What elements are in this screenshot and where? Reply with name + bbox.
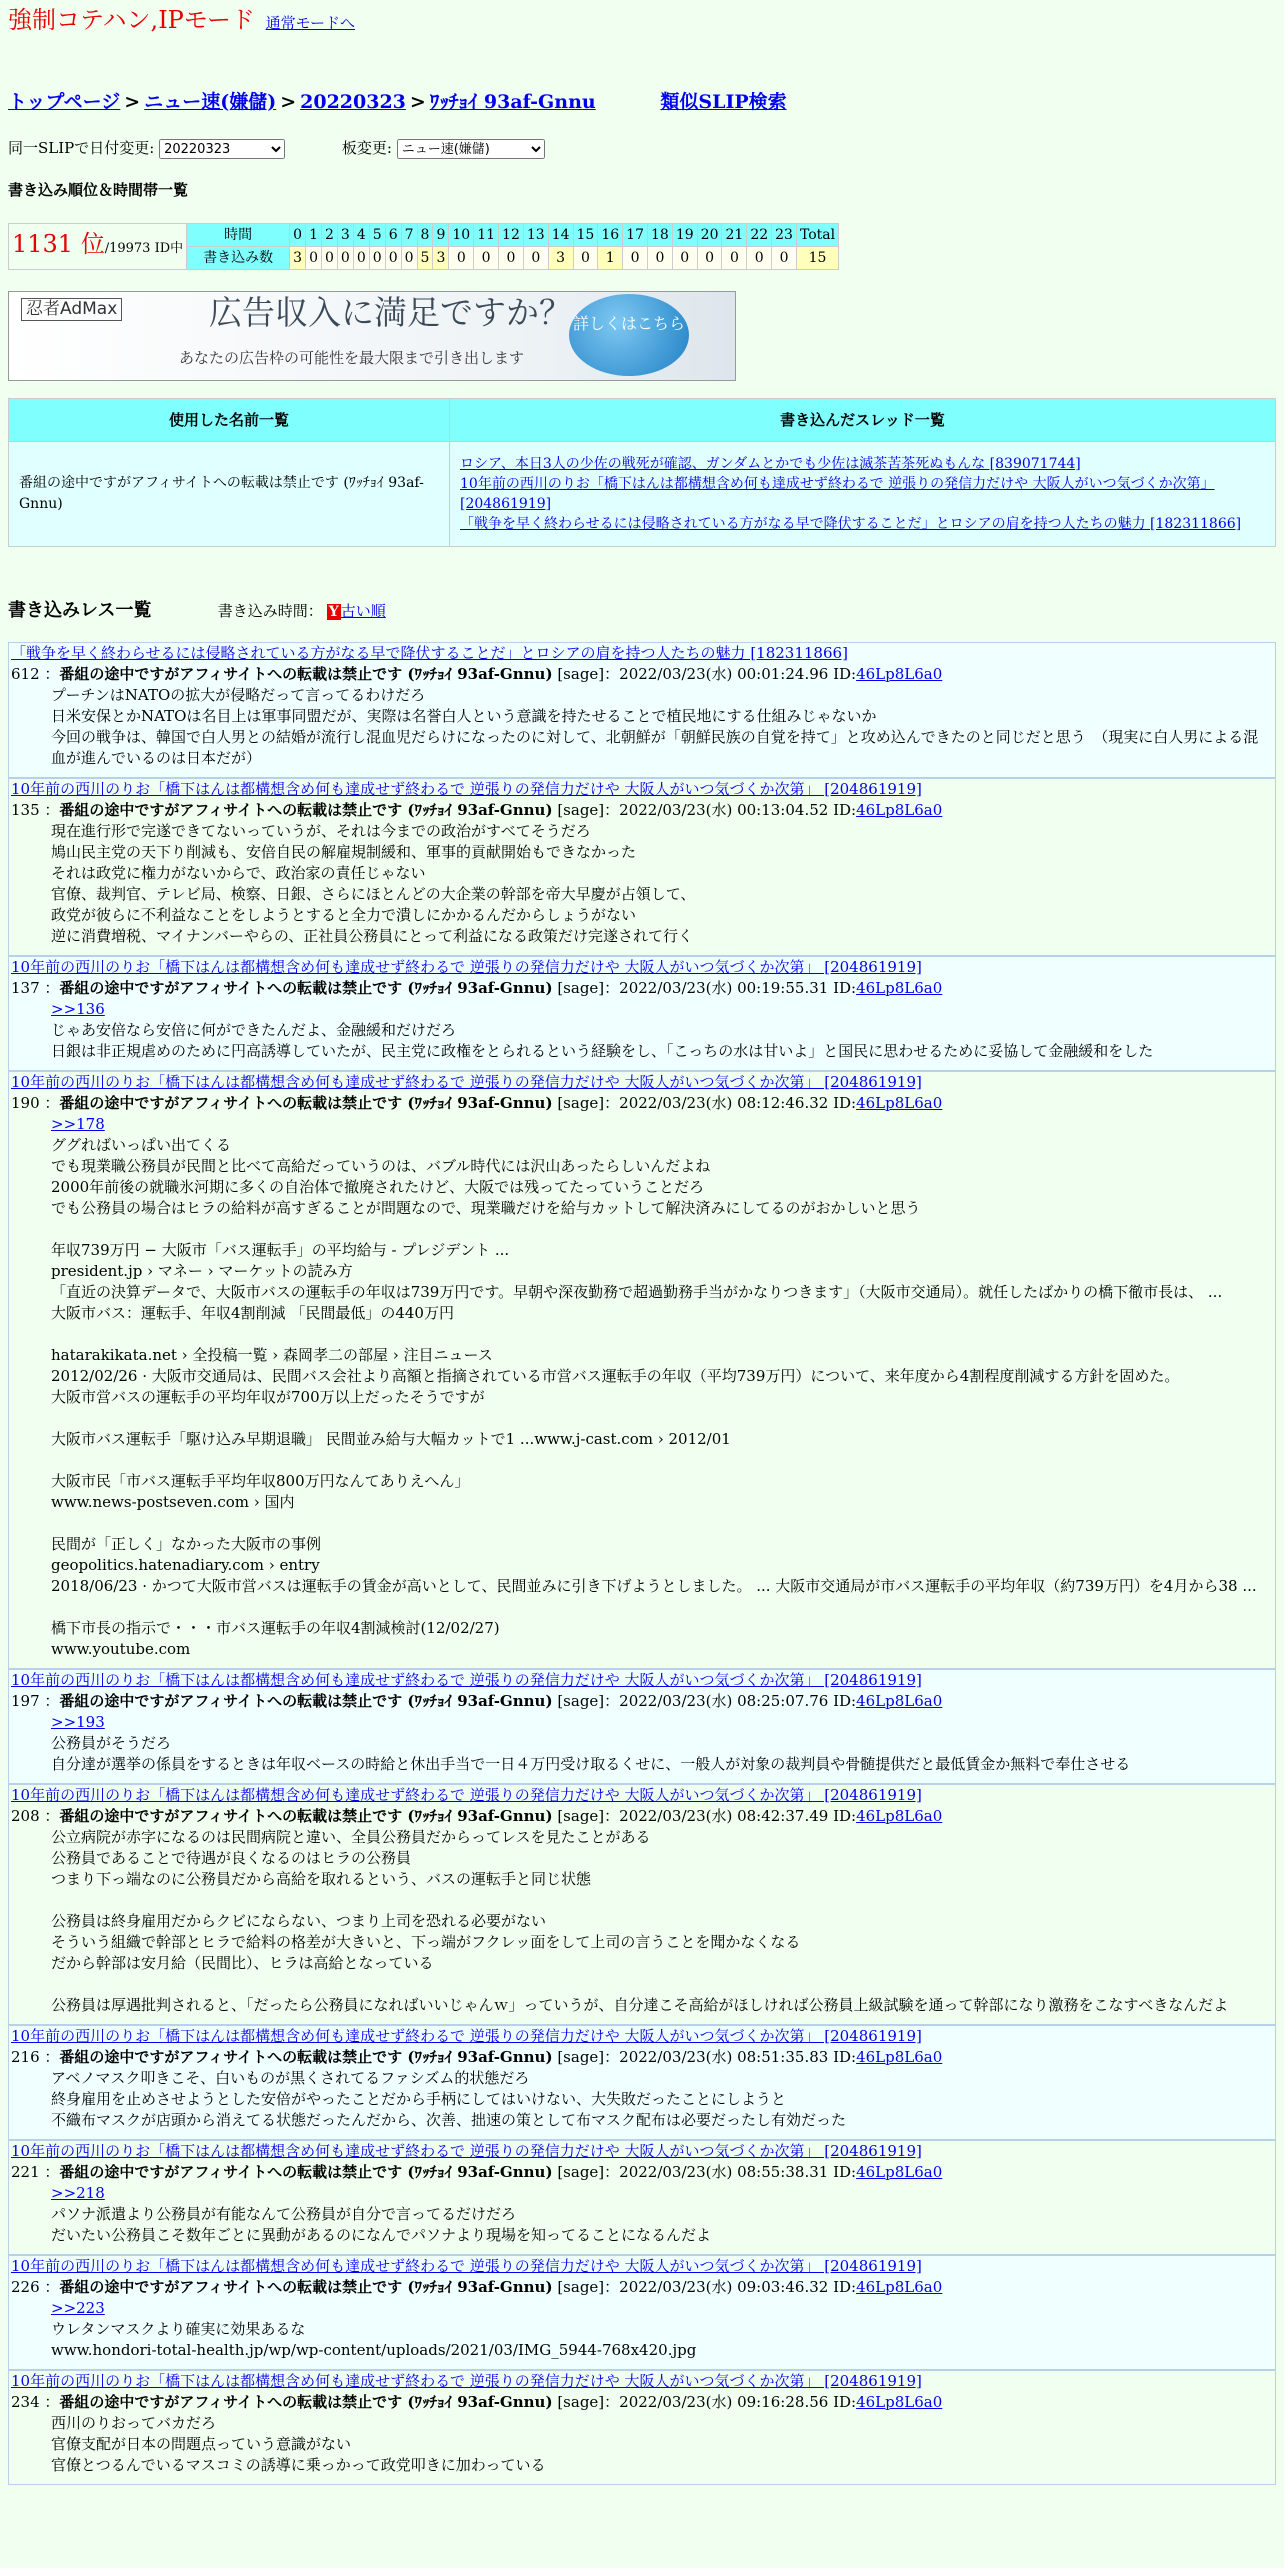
post-line: 日銀は非正規虐めのために円高誘導していたが、民主党に政権をとられるという経験をし、「こっちの水は甘いよ」と国民に思わせるために妥協して金融緩和をした xyxy=(51,1042,1154,1060)
post-line: 2012/02/26 · 大阪市交通局は、民間バス会社より高額と指摘されている市営バス運転手の年収（平均739万円）について、来年度から4割程度削減する方針を固めた。 xyxy=(51,1367,1180,1385)
post-info: [sage]：2022/03/23(水) 09:16:28.56 ID: xyxy=(552,2393,857,2411)
hour-cell: 18 xyxy=(648,224,673,247)
ranking-section-title: 書き込み順位＆時間帯一覧 xyxy=(8,181,189,199)
count-cell: 0 xyxy=(353,247,369,270)
post-meta xyxy=(11,1691,1273,1712)
count-cell: 15 xyxy=(796,247,838,270)
count-cell: 0 xyxy=(449,247,474,270)
count-label: 書き込み数 xyxy=(187,247,290,270)
hour-cell: 1 xyxy=(306,224,322,247)
reslist-time xyxy=(218,602,386,620)
post xyxy=(8,2025,1276,2140)
count-cell: 5 xyxy=(417,247,433,270)
post-id-link[interactable]: 46Lp8L6a0 xyxy=(856,665,943,683)
post-line: 大阪市バス運転手「駆け込み早期退職」 民間並み給与大幅カットで1 ...www.j-cast.com › 2012/01 xyxy=(51,1430,731,1448)
post-thread-link[interactable]: 10年前の西川のりお「橋下はんは都構想含め何も達成せず終わるで 逆張りの発信力だけや 大阪人がいつ気づくか次第」 [204861919] xyxy=(11,2142,922,2160)
post-line: 大阪市営バスの運転手の平均年収が700万以上だったそうですが xyxy=(51,1388,485,1406)
mode-title: 強制コテハン,IPモード xyxy=(8,6,255,34)
thread-list xyxy=(450,442,1276,547)
post-line: 「直近の決算データで、大阪市バスの運転手の年収は739万円です。早朝や深夜勤務で超過勤務手当がかなりつきます」（大阪市交通局）。就任したばかりの橋下徹市長は、 ... xyxy=(51,1283,1223,1301)
post-line: 年収739万円 − 大阪市「バス運転手」の平均給与 - プレジデント ... xyxy=(51,1241,510,1259)
hour-cell: 17 xyxy=(623,224,648,247)
thread-link[interactable]: 「戦争を早く終わらせるには侵略されている方がなる早で降伏することだ」とロシアの肩を持つ人たちの魅力 [182311866] xyxy=(460,516,1242,532)
post-line: president.jp › マネー › マーケットの読み方 xyxy=(51,1262,353,1280)
count-cell: 0 xyxy=(499,247,524,270)
post-line: だいたい公務員こそ数年ごとに異動があるのになんでパソナより現場を知ってることになるんだよ xyxy=(51,2226,712,2244)
post-line: でも公務員の場合はヒラの給料が高すぎることが問題なので、現業職だけを給与カットして解決済みにしてるのがおかしいと思う xyxy=(51,1199,921,1217)
blank-line xyxy=(51,1974,1273,1995)
breadcrumb-board[interactable]: ニュー速(嫌儲) xyxy=(144,91,277,113)
post-line: 日米安保とかNATOは名目上は軍事同盟だが、実際は名誉白人という意識を持たせることで植民地にする仕組みじゃないか xyxy=(51,707,877,725)
post xyxy=(8,2140,1276,2255)
thread-link[interactable]: ロシア、本日3人の少佐の戦死が確認、ガンダムとかでも少佐は滅茶苦茶死ぬもんな [839071744] xyxy=(460,456,1081,472)
post-line: 2000年前後の就職氷河期に多くの自治体で撤廃されたけど、大阪では残ってたっていうことだろ xyxy=(51,1178,705,1196)
post-line: つまり下っ端なのに公務員だから高給を取れるという、バスの運転手と同じ状態 xyxy=(51,1870,592,1888)
count-cell: 0 xyxy=(337,247,353,270)
count-cell: 0 xyxy=(401,247,417,270)
post-thread-link[interactable]: 10年前の西川のりお「橋下はんは都構想含め何も達成せず終わるで 逆張りの発信力だけや 大阪人がいつ気づくか次第」 [204861919] xyxy=(11,958,922,976)
post-meta xyxy=(11,978,1273,999)
ad-subtext: あなたの広告枠の可能性を最大限まで引き出します xyxy=(179,349,525,367)
post-body xyxy=(11,1114,1273,1660)
post-body xyxy=(11,821,1273,947)
post-line: www.news-postseven.com › 国内 xyxy=(51,1493,295,1511)
thread-link[interactable]: 10年前の西川のりお「橋下はんは都構想含め何も達成せず終わるで 逆張りの発信力だけや 大阪人がいつ気づくか次第」 [204861919] xyxy=(460,476,1215,512)
reslist-title: 書き込みレス一覧 xyxy=(8,600,152,621)
hour-cell: 23 xyxy=(772,224,797,247)
post-line: でも現業職公務員が民間と比べて高給だっていうのは、バブル時代には沢山あったらしいんだよね xyxy=(51,1157,711,1175)
count-cell: 0 xyxy=(747,247,772,270)
count-cell: 3 xyxy=(290,247,306,270)
post-info: [sage]：2022/03/23(水) 08:55:38.31 ID: xyxy=(552,2163,857,2181)
blank-line xyxy=(51,1597,1273,1618)
post-meta xyxy=(11,2162,1273,2183)
post-thread-link[interactable]: 10年前の西川のりお「橋下はんは都構想含め何も達成せず終わるで 逆張りの発信力だけや 大阪人がいつ気づくか次第」 [204861919] xyxy=(11,2257,922,2275)
post-line: 官僚とつるんでいるマスコミの誘導に乗っかって政党叩きに加わっている xyxy=(51,2456,546,2474)
similar-slip-link[interactable]: 類似SLIP検索 xyxy=(660,91,787,113)
post-number: 612 ： xyxy=(11,665,60,683)
breadcrumb-separator: > xyxy=(280,91,297,113)
breadcrumb-date[interactable]: 20220323 xyxy=(300,91,406,113)
reply-anchor-link[interactable]: >>218 xyxy=(51,2184,105,2202)
count-cell: 0 xyxy=(369,247,385,270)
post xyxy=(8,2255,1276,2370)
post-author: 番組の途中ですがアフィサイトへの転載は禁止です (ﾜｯﾁｮｲ 93af-Gnnu) xyxy=(59,665,553,683)
post-number: 137 ： xyxy=(11,979,60,997)
post xyxy=(8,956,1276,1071)
post-line: 逆に消費増税、マイナンバーやらの、正社員公務員にとって利益になる政策だけ完遂されて行く xyxy=(51,927,694,945)
post-line: 現在進行形で完遂できてないっていうが、それは今までの政治がすべてそうだろ xyxy=(51,822,591,840)
post xyxy=(8,778,1276,956)
date-change-label: 同一SLIPで日付変更: xyxy=(8,139,155,157)
blank-line xyxy=(51,1890,1273,1911)
hour-cell: 8 xyxy=(417,224,433,247)
post-id-link[interactable]: 46Lp8L6a0 xyxy=(856,1094,943,1112)
post-line: それは政党に権力がないからで、政治家の責任じゃない xyxy=(51,864,426,882)
post-info: [sage]：2022/03/23(水) 09:03:46.32 ID: xyxy=(552,2278,857,2296)
reslist-header xyxy=(8,600,386,622)
post-body xyxy=(11,2413,1273,2476)
post-line: hatarakikata.net › 全投稿一覧 › 森岡孝二の部屋 › 注目ニュース xyxy=(51,1346,493,1364)
post-meta xyxy=(11,2392,1273,2413)
count-cell: 3 xyxy=(433,247,449,270)
breadcrumb-separator: > xyxy=(124,91,141,113)
post xyxy=(8,2370,1276,2485)
post-thread-link[interactable]: 10年前の西川のりお「橋下はんは都構想含め何も達成せず終わるで 逆張りの発信力だけや 大阪人がいつ気づくか次第」 [204861919] xyxy=(11,1073,922,1091)
hour-cell: 14 xyxy=(548,224,573,247)
post-number: 190 ： xyxy=(11,1094,60,1112)
post-meta xyxy=(11,664,1273,685)
post-line: 民間が「正しく」なかった大阪市の事例 xyxy=(51,1535,322,1553)
hour-cell: 6 xyxy=(385,224,401,247)
post-line: アベノマスク叩きこそ、白いものが黒くされてるファシズム的状態だろ xyxy=(51,2069,530,2087)
post-line: www.hondori-total-health.jp/wp/wp-content/uploads/2021/03/IMG_5944-768x420.jpg xyxy=(51,2341,697,2359)
post-author: 番組の途中ですがアフィサイトへの転載は禁止です (ﾜｯﾁｮｲ 93af-Gnnu) xyxy=(59,2163,553,2181)
post-id-link[interactable]: 46Lp8L6a0 xyxy=(856,1807,943,1825)
post-line: 大阪市民「市バス運転手平均年収800万円なんてありえへん」 xyxy=(51,1472,470,1490)
count-cell: 0 xyxy=(306,247,322,270)
post-meta xyxy=(11,1093,1273,1114)
post-id-link[interactable]: 46Lp8L6a0 xyxy=(856,979,943,997)
sort-order-icon: Y xyxy=(328,604,339,620)
names-table xyxy=(8,398,1276,547)
breadcrumb-slip[interactable]: ﾜｯﾁｮｲ 93af-Gnnu xyxy=(429,91,596,113)
post-id-link[interactable]: 46Lp8L6a0 xyxy=(856,1692,943,1710)
count-cell: 0 xyxy=(573,247,598,270)
names-col-header: 使用した名前一覧 xyxy=(9,399,450,442)
post-meta xyxy=(11,2047,1273,2068)
reply-anchor-link[interactable]: >>193 xyxy=(51,1713,105,1731)
blank-line xyxy=(51,1450,1273,1471)
post-body xyxy=(11,2298,1273,2361)
post-line: 大阪市バス：運転手、年収4割削減 「民間最低」の440万円 xyxy=(51,1304,454,1322)
post-info: [sage]：2022/03/23(水) 08:51:35.83 ID: xyxy=(552,2048,857,2066)
ad-headline: 広告収入に満足ですか？ xyxy=(209,293,572,332)
breadcrumb-top[interactable]: トップページ xyxy=(8,91,121,113)
hourly-table xyxy=(8,223,839,270)
post-line: 不織布マスクが店頭から消えてる状態だったんだから、次善、拙速の策として布マスク配布は必要だったし有効だった xyxy=(51,2111,847,2129)
ad-details-button[interactable]: 詳しくはこちら xyxy=(569,294,689,376)
post-thread-link[interactable]: 10年前の西川のりお「橋下はんは都構想含め何も達成せず終わるで 逆張りの発信力だけや 大阪人がいつ気づくか次第」 [204861919] xyxy=(11,1671,922,1689)
post-line: 今回の戦争は、韓国で白人男との結婚が流行し混血児だらけになったのに対して、北朝鮮が「朝鮮民族の自覚を持て」と攻め込んできたのと同じだと思う （現実に白人男による混血が進んでいるのは日本だが） xyxy=(51,728,1259,767)
hour-cell: 2 xyxy=(322,224,338,247)
post-author: 番組の途中ですがアフィサイトへの転載は禁止です (ﾜｯﾁｮｲ 93af-Gnnu) xyxy=(59,979,553,997)
hour-cell: 13 xyxy=(523,224,548,247)
post-line: 公務員は厚遇批判されると、「だったら公務員になればいいじゃんｗ」っていうが、自分達こそ高給がほしければ公務員上級試験を通って幹部になり激務をこなすべきなんだよ xyxy=(51,1996,1229,2014)
post-number: 216 ： xyxy=(11,2048,60,2066)
hour-cell: 21 xyxy=(722,224,747,247)
post-line: 公務員は終身雇用だからクビにならない、つまり上司を恐れる必要がない xyxy=(51,1912,547,1930)
post-body xyxy=(11,1827,1273,2016)
post-number: 135 ： xyxy=(11,801,60,819)
post-line: 官僚支配が日本の問題点っていう意識がない xyxy=(51,2435,352,2453)
post-author: 番組の途中ですがアフィサイトへの転載は禁止です (ﾜｯﾁｮｲ 93af-Gnnu) xyxy=(59,2048,553,2066)
count-cell: 0 xyxy=(648,247,673,270)
post-meta xyxy=(11,1806,1273,1827)
threads-col-header: 書き込んだスレッド一覧 xyxy=(450,399,1276,442)
reply-anchor-link[interactable]: >>178 xyxy=(51,1115,105,1133)
post-line: 2018/06/23 · かつて大阪市営バスは運転手の賃金が高いとして、民間並みに引き下げようとしました。 ... 大阪市交通局が市バス運転手の平均年収（約739万円）を4月から38 ... xyxy=(51,1577,1257,1595)
rank-cell xyxy=(9,224,187,270)
used-name: 番組の途中ですがアフィサイトへの転載は禁止です (ﾜｯﾁｮｲ 93af-Gnnu) xyxy=(9,442,450,547)
post-author: 番組の途中ですがアフィサイトへの転載は禁止です (ﾜｯﾁｮｲ 93af-Gnnu) xyxy=(59,801,553,819)
post-number: 221 ： xyxy=(11,2163,60,2181)
rank-total: /19973 ID中 xyxy=(104,241,184,256)
post-body xyxy=(11,1712,1273,1775)
post-number: 208 ： xyxy=(11,1807,60,1825)
post-thread-link[interactable]: 10年前の西川のりお「橋下はんは都構想含め何も達成せず終わるで 逆張りの発信力だけや 大阪人がいつ気づくか次第」 [204861919] xyxy=(11,2027,922,2045)
hour-cell: 12 xyxy=(499,224,524,247)
post-meta xyxy=(11,800,1273,821)
post-info: [sage]：2022/03/23(水) 08:25:07.76 ID: xyxy=(552,1692,857,1710)
post-line: プーチンはNATOの拡大が侵略だって言ってるわけだろ xyxy=(51,686,426,704)
post xyxy=(8,1071,1276,1669)
count-cell: 0 xyxy=(672,247,697,270)
hour-cell: Total xyxy=(796,224,838,247)
post-line: 官僚、裁判官、テレビ局、検察、日銀、さらにほとんどの大企業の幹部を帝大早慶が占領して、 xyxy=(51,885,696,903)
hour-cell: 20 xyxy=(697,224,722,247)
reply-anchor-link[interactable]: >>136 xyxy=(51,1000,105,1018)
hour-cell: 19 xyxy=(672,224,697,247)
post-line: 公務員がそうだろ xyxy=(51,1734,172,1752)
reply-anchor-link[interactable]: >>223 xyxy=(51,2299,105,2317)
post-number: 197 ： xyxy=(11,1692,60,1710)
hour-cell: 4 xyxy=(353,224,369,247)
count-cell: 0 xyxy=(722,247,747,270)
post-line: 公務員であることで待遇が良くなるのはヒラの公務員 xyxy=(51,1849,412,1867)
hour-cell: 10 xyxy=(449,224,474,247)
count-cell: 0 xyxy=(474,247,499,270)
post-line: ググればいっぱい出てくる xyxy=(51,1136,232,1154)
post-id-link[interactable]: 46Lp8L6a0 xyxy=(856,801,943,819)
blank-line xyxy=(51,1324,1273,1345)
hour-cell: 0 xyxy=(290,224,306,247)
hour-cell: 15 xyxy=(573,224,598,247)
post-author: 番組の途中ですがアフィサイトへの転載は禁止です (ﾜｯﾁｮｲ 93af-Gnnu) xyxy=(59,1692,553,1710)
count-cell: 0 xyxy=(623,247,648,270)
count-cell: 1 xyxy=(598,247,623,270)
post-line: 公立病院が赤字になるのは民間病院と違い、全員公務員だからってレスを見たことがある xyxy=(51,1828,651,1846)
post-author: 番組の途中ですがアフィサイトへの転載は禁止です (ﾜｯﾁｮｲ 93af-Gnnu) xyxy=(59,2393,553,2411)
post-line: 自分達が選挙の係員をするときは年収ベースの時給と休出手当で一日４万円受け取るくせに、一般人が対象の裁判員や骨髄提供だと最低賃金か無料で奉仕させる xyxy=(51,1755,1131,1773)
count-cell: 0 xyxy=(385,247,401,270)
post-line: geopolitics.hatenadiary.com › entry xyxy=(51,1556,320,1574)
mode-bar xyxy=(8,6,356,34)
breadcrumb-separator: > xyxy=(409,91,426,113)
hour-cell: 3 xyxy=(337,224,353,247)
post-author: 番組の途中ですがアフィサイトへの転載は禁止です (ﾜｯﾁｮｲ 93af-Gnnu) xyxy=(59,1094,553,1112)
post-line: ウレタンマスクより確実に効果あるな xyxy=(51,2320,306,2338)
hour-cell: 7 xyxy=(401,224,417,247)
normal-mode-link[interactable]: 通常モードへ xyxy=(265,14,356,32)
count-cell: 0 xyxy=(523,247,548,270)
count-cell: 0 xyxy=(697,247,722,270)
post-line: そういう組織で幹部とヒラで給料の格差が大きいと、下っ端がフクレッ面をして上司の言うことを聞かなくなる xyxy=(51,1933,801,1951)
count-cell: 0 xyxy=(772,247,797,270)
post-number: 226 ： xyxy=(11,2278,60,2296)
post-body xyxy=(11,2183,1273,2246)
post-line: 鳩山民主党の天下り削減も、安倍自民の解雇規制緩和、軍事的貢献開始もできなかった xyxy=(51,843,637,861)
post-thread-link[interactable]: 10年前の西川のりお「橋下はんは都構想含め何も達成せず終わるで 逆張りの発信力だけや 大阪人がいつ気づくか次第」 [204861919] xyxy=(11,780,922,798)
post-thread-link[interactable]: 「戦争を早く終わらせるには侵略されている方がなる早で降伏することだ」とロシアの肩を持つ人たちの魅力 [182311866] xyxy=(11,644,848,662)
post xyxy=(8,1669,1276,1784)
post-line: 終身雇用を止めさせようとした安倍がやったことだから手柄にしてはいけない、大失敗だったことにしようと xyxy=(51,2090,787,2108)
blank-line xyxy=(51,1408,1273,1429)
selectors xyxy=(8,138,597,159)
date-select[interactable] xyxy=(159,139,285,159)
rank-value: 1131 位 xyxy=(12,230,105,258)
board-change-label: 板変更: xyxy=(341,139,392,157)
breadcrumb xyxy=(8,92,787,113)
hour-cell: 22 xyxy=(747,224,772,247)
ad-banner[interactable] xyxy=(8,291,736,381)
post-line: 政党が彼らに不利益なことをしようとすると全力で潰しにかかるんだからしょうがない xyxy=(51,906,637,924)
ad-logo: 忍者AdMax xyxy=(21,298,122,321)
hour-cell: 11 xyxy=(474,224,499,247)
post-thread-link[interactable]: 10年前の西川のりお「橋下はんは都構想含め何も達成せず終わるで 逆張りの発信力だけや 大阪人がいつ気づくか次第」 [204861919] xyxy=(11,2372,922,2390)
post-author: 番組の途中ですがアフィサイトへの転載は禁止です (ﾜｯﾁｮｲ 93af-Gnnu) xyxy=(59,2278,553,2296)
post-line: 橋下市長の指示で・・・市バス運転手の年収4割減検討(12/02/27) xyxy=(51,1619,500,1637)
post-id-link[interactable]: 46Lp8L6a0 xyxy=(856,2278,943,2296)
post-id-link[interactable]: 46Lp8L6a0 xyxy=(856,2393,943,2411)
hour-cell: 5 xyxy=(369,224,385,247)
time-label: 時間 xyxy=(187,224,290,247)
post-body xyxy=(11,999,1273,1062)
post-id-link[interactable]: 46Lp8L6a0 xyxy=(856,2163,943,2181)
post-line: www.youtube.com xyxy=(51,1640,191,1658)
post-line: だから幹部は安月給（民間比）、ヒラは高給となっている xyxy=(51,1954,434,1972)
count-cell: 3 xyxy=(548,247,573,270)
post-list xyxy=(8,642,1276,2485)
post-body xyxy=(11,685,1273,769)
post-id-link[interactable]: 46Lp8L6a0 xyxy=(856,2048,943,2066)
post-line: 西川のりおってバカだろ xyxy=(51,2414,217,2432)
post xyxy=(8,642,1276,778)
hour-cell: 16 xyxy=(598,224,623,247)
count-cell: 0 xyxy=(322,247,338,270)
post-meta xyxy=(11,2277,1273,2298)
post-info: [sage]：2022/03/23(水) 08:42:37.49 ID: xyxy=(552,1807,857,1825)
post-body xyxy=(11,2068,1273,2131)
time-label: 書き込み時間： xyxy=(217,602,323,620)
sort-oldest-link[interactable]: 古い順 xyxy=(340,602,386,620)
post-author: 番組の途中ですがアフィサイトへの転載は禁止です (ﾜｯﾁｮｲ 93af-Gnnu) xyxy=(59,1807,553,1825)
post-number: 234 ： xyxy=(11,2393,60,2411)
post-info: [sage]：2022/03/23(水) 00:01:24.96 ID: xyxy=(552,665,857,683)
post xyxy=(8,1784,1276,2025)
blank-line xyxy=(51,1513,1273,1534)
post-info: [sage]：2022/03/23(水) 00:13:04.52 ID: xyxy=(552,801,857,819)
post-info: [sage]：2022/03/23(水) 08:12:46.32 ID: xyxy=(552,1094,857,1112)
post-info: [sage]：2022/03/23(水) 00:19:55.31 ID: xyxy=(552,979,857,997)
hour-cell: 9 xyxy=(433,224,449,247)
post-line: パソナ派遣より公務員が有能なんて公務員が自分で言ってるだけだろ xyxy=(51,2205,517,2223)
post-line: じゃあ安倍なら安倍に何ができたんだよ、金融緩和だけだろ xyxy=(51,1021,457,1039)
blank-line xyxy=(51,1219,1273,1240)
post-thread-link[interactable]: 10年前の西川のりお「橋下はんは都構想含め何も達成せず終わるで 逆張りの発信力だけや 大阪人がいつ気づくか次第」 [204861919] xyxy=(11,1786,922,1804)
board-select[interactable] xyxy=(397,139,545,159)
